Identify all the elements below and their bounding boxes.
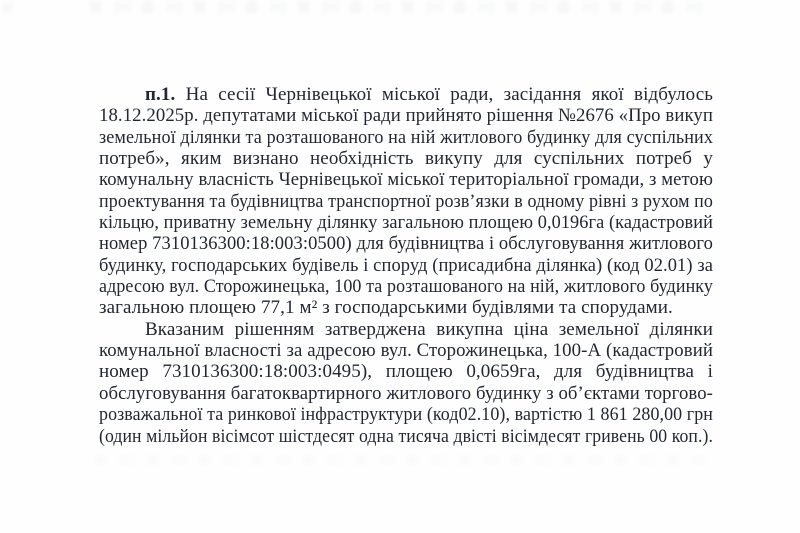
text-line-content: Вказаним рішенням затверджена викупна ціна земельної ділянки — [145, 318, 713, 340]
text-line — [99, 297, 713, 318]
ghost-text-top — [90, 1, 710, 13]
text-line — [99, 84, 713, 105]
text-line-content: кільцю, приватну земельну ділянку загальною площею 0,0196га (кадастровий — [99, 212, 713, 234]
text-line — [99, 340, 713, 361]
text-line — [99, 361, 713, 382]
text-line-content: розважальної та ринкової інфраструктури (код02.10), вартістю 1 861 280,00 грн — [99, 404, 713, 426]
text-line-content: загальною площею 77,1 м² з господарськими будівлями та спорудами. — [99, 297, 673, 319]
text-line — [99, 255, 713, 276]
text-line-content: комунальну власність Чернівецької міської територіальної громади, з метою — [99, 169, 713, 191]
text-line-content: будинку, господарських будівель і споруд (присадибна ділянка) (код 02.01) за — [99, 254, 713, 276]
text-line — [99, 233, 713, 254]
text-line — [99, 191, 713, 212]
text-line-content: проектування та будівництва транспортної розв’язки в одному рівні з рухом по — [99, 190, 713, 212]
text-line-content: адресою вул. Сторожинецька, 100 та розташованого на ній, житлового будинку — [99, 276, 713, 298]
ghost-text-bottom — [95, 455, 705, 465]
text-line — [99, 383, 713, 404]
clause-number: п.1. — [145, 84, 176, 105]
text-line-content: На сесії Чернівецької міської ради, засідання якої відбулось — [175, 84, 713, 105]
decision-text-block — [99, 84, 713, 447]
text-line-content: 18.12.2025р. депутатами міської ради прийнято рішення №2676 «Про викуп — [99, 105, 713, 127]
text-line — [99, 426, 713, 447]
text-line-content: (один мільйон вісімсот шістдесят одна тисяча двісті вісімдесят гривень 00 коп.). — [99, 425, 713, 447]
text-line-content: номер 7310136300:18:003:0500) для будівництва і обслуговування житлового — [99, 233, 713, 255]
text-line — [99, 127, 713, 148]
text-line — [99, 319, 713, 340]
text-line-content: потреб», яким визнано необхідність викупу для суспільних потреб у — [99, 148, 713, 170]
text-line-content: земельної ділянки та розташованого на ній житлового будинку для суспільних — [99, 126, 713, 148]
text-line — [99, 212, 713, 233]
text-line — [99, 404, 713, 425]
text-line-content: обслуговування багатоквартирного житлового будинку з об’єктами торгово- — [99, 382, 713, 404]
text-line — [99, 148, 713, 169]
text-line — [99, 276, 713, 297]
text-line — [99, 105, 713, 126]
text-line-content: комунальної власності за адресою вул. Сторожинецька, 100-А (кадастровий — [99, 340, 713, 362]
scan-artifact — [2, 3, 22, 12]
text-line — [99, 169, 713, 190]
text-line-content: номер 7310136300:18:003:0495), площею 0,0659га, для будівництва і — [99, 361, 713, 383]
